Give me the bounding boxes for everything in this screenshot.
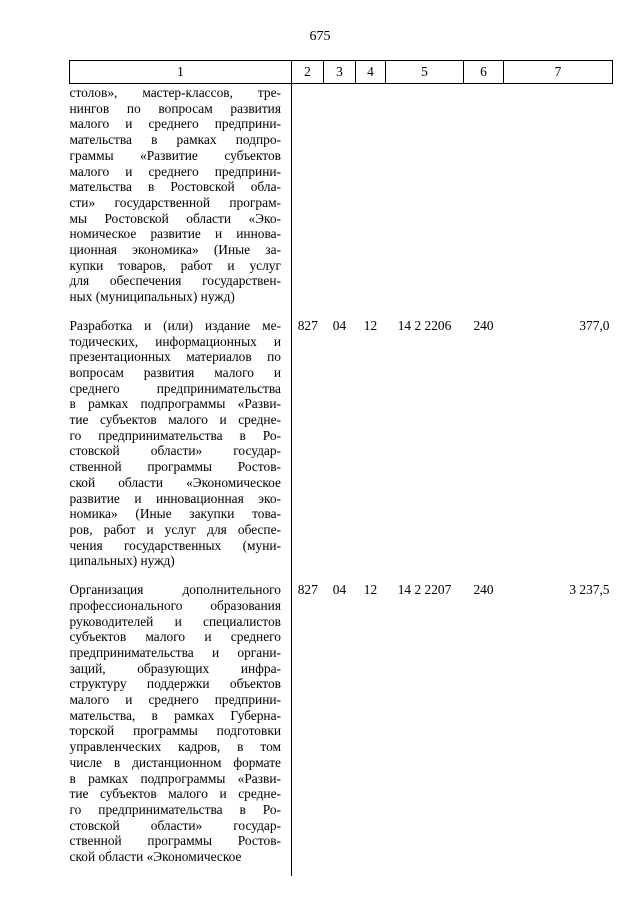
description-line: субъектов малого и среднего (69, 629, 281, 645)
row-description (70, 316, 292, 580)
description-line: ров, работ и услуг для обеспе- (69, 521, 281, 537)
description-line: стовской области» государ- (69, 443, 281, 459)
cell-amount: 377,0 (579, 317, 610, 333)
header-col-4: 4 (356, 61, 386, 84)
header-col-5: 5 (386, 61, 464, 84)
description-line: в рамках подпрограммы «Разви- (69, 396, 281, 412)
cell-subsection: 12 (363, 317, 378, 333)
cell-section: 04 (332, 582, 347, 598)
row-description (70, 580, 292, 876)
description-line: ционная экономика» (Иные за- (69, 242, 281, 258)
cell-expense-type (464, 84, 504, 316)
cell-target-article (386, 84, 464, 316)
cell-subsection (356, 84, 386, 316)
description-line: малого и среднего предприни- (69, 116, 281, 132)
description-line: ственной программы Ростов- (69, 459, 281, 475)
description-line: руководителей и специалистов (69, 613, 281, 629)
table-row (70, 316, 613, 580)
cell-ministry-code: 827 (292, 580, 324, 876)
header-col-1: 1 (70, 61, 292, 84)
description-line: номика» (Иные закупки това- (69, 506, 281, 522)
description-line: го предпринимательства в Ро- (69, 427, 281, 443)
description-line: го предпринимательства в Ро- (69, 801, 281, 817)
header-col-3: 3 (324, 61, 356, 84)
header-col-2: 2 (292, 61, 324, 84)
budget-table (69, 60, 613, 876)
description-line: купки товаров, работ и услуг (69, 257, 281, 273)
description-line: Разработка и (или) издание ме- (69, 317, 281, 333)
row-description (70, 84, 292, 316)
description-line: чения государственных (муни- (69, 537, 281, 553)
cell-amount (504, 84, 613, 316)
description-line: мы Ростовской области «Эко- (69, 210, 281, 226)
description-line: мательства, в рамках Губерна- (69, 707, 281, 723)
description-line: сти» государственной програм- (69, 194, 281, 210)
description-line: в рамках подпрограммы «Разви- (69, 770, 281, 786)
description-line: малого и среднего предприни- (69, 163, 281, 179)
page-number: 675 (309, 29, 331, 44)
description-line: столов», мастер-классов, тре- (69, 85, 281, 100)
description-line: развитие и инновационная эко- (69, 490, 281, 506)
cell-ministry-code: 827 (292, 316, 324, 580)
description-line: номическое развитие и иннова- (69, 226, 281, 242)
cell-target-article: 14 2 2206 (397, 317, 452, 333)
header-col-6: 6 (464, 61, 504, 84)
description-line: профессионального образования (69, 597, 281, 613)
description-line: малого и среднего предприни- (69, 692, 281, 708)
description-line: нингов по вопросам развития (69, 100, 281, 116)
table-row (70, 84, 613, 316)
description-line: тие субъектов малого и средне- (69, 786, 281, 802)
header-row (70, 61, 613, 84)
description-line: предпринимательства и органи- (69, 644, 281, 660)
cell-section (324, 84, 356, 316)
cell-expense-type: 240 (473, 317, 494, 333)
description-line: торской программы подготовки (69, 723, 281, 739)
description-line: граммы «Развитие субъектов (69, 147, 281, 163)
cell-target-article: 14 2 2207 (397, 582, 452, 598)
description-line: ных (муниципальных) нужд) (69, 289, 235, 305)
description-line: для обеспечения государствен- (69, 273, 281, 289)
description-line: мательства в рамках подпро- (69, 132, 281, 148)
description-line: стовской области» государ- (69, 817, 281, 833)
description-line: ственной программы Ростов- (69, 833, 281, 849)
cell-expense-type: 240 (473, 582, 494, 598)
description-line: ской области «Экономическое (69, 474, 281, 490)
description-line: мательства в Ростовской обла- (69, 179, 281, 195)
table-row (70, 580, 613, 876)
cell-section: 04 (332, 317, 347, 333)
description-line: управленческих кадров, в том (69, 739, 281, 755)
description-line: ской области «Экономическое (69, 849, 242, 865)
description-line: вопросам развития малого и (69, 364, 281, 380)
description-line: тодических, информационных и (69, 333, 281, 349)
description-line: числе в дистанционном формате (69, 754, 281, 770)
description-line: заций, образующих инфра- (69, 660, 281, 676)
cell-subsection: 12 (363, 582, 378, 598)
description-line: среднего предпринимательства (69, 380, 281, 396)
header-col-7: 7 (504, 61, 613, 84)
cell-ministry-code (292, 84, 324, 316)
description-line: Организация дополнительного (69, 582, 281, 598)
description-line: презентационных материалов по (69, 349, 281, 365)
description-line: структуру поддержки объектов (69, 676, 281, 692)
cell-amount: 3 237,5 (569, 582, 610, 598)
description-line: тие субъектов малого и средне- (69, 412, 281, 428)
description-line: ципальных) нужд) (69, 553, 175, 569)
